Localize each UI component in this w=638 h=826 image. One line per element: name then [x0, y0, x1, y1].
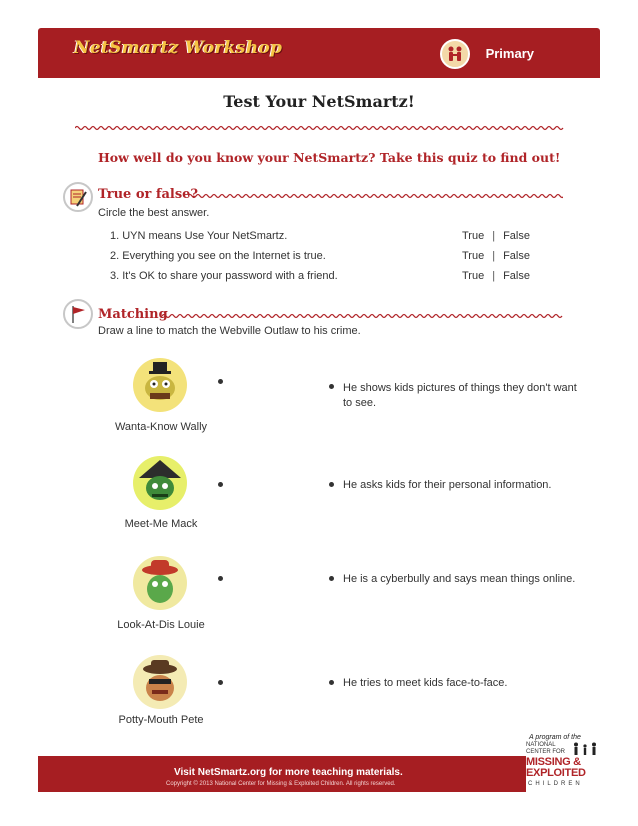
true-option[interactable]: True — [462, 230, 485, 242]
true-false-title: True or false? — [98, 187, 199, 202]
question-2: 2. Everything you see on the Internet is true. — [110, 250, 326, 262]
notebook-pencil-icon — [63, 182, 93, 212]
potty-mouth-pete-portrait — [133, 655, 187, 709]
kids-icon — [440, 39, 470, 69]
true-option[interactable]: True — [462, 270, 485, 282]
matching-title: Matching — [98, 307, 168, 322]
false-option[interactable]: False — [503, 250, 530, 262]
visit-netsmartz-link[interactable]: Visit NetSmartz.org for more teaching materials. — [174, 767, 403, 778]
program-of-label: A program of the — [529, 734, 581, 741]
question-1: 1. UYN means Use Your NetSmartz. — [110, 230, 288, 242]
netsmartz-workshop-logo: NetSmartz Workshop — [74, 38, 283, 58]
crime-description: He shows kids pictures of things they don't want to see. — [343, 382, 577, 409]
character-match-dot[interactable] — [218, 379, 223, 384]
crime-match-dot[interactable] — [329, 576, 334, 581]
ncmec-logo-children-text: CHILDREN — [528, 781, 583, 787]
crime-match-dot[interactable] — [329, 482, 334, 487]
grade-label: Primary — [485, 46, 534, 61]
crime-match-dot[interactable] — [329, 680, 334, 685]
false-option[interactable]: False — [503, 230, 530, 242]
title-squiggle-divider — [75, 124, 565, 132]
true-option[interactable]: True — [462, 250, 485, 262]
answer-options-1: True | False — [462, 230, 530, 242]
false-option[interactable]: False — [503, 270, 530, 282]
header-banner — [38, 28, 600, 78]
crime-description: He is a cyberbully and says mean things online. — [343, 573, 576, 585]
matching-instructions: Draw a line to match the Webville Outlaw to his crime. — [98, 325, 361, 337]
matching-squiggle-divider — [162, 312, 563, 320]
character-name: Meet-Me Mack — [124, 518, 198, 530]
ncmec-logo — [526, 742, 600, 794]
flag-icon — [63, 299, 93, 329]
family-silhouette-icon — [572, 742, 600, 756]
true-false-instructions: Circle the best answer. — [98, 207, 210, 219]
crime-description: He tries to meet kids face-to-face. — [343, 677, 508, 689]
character-match-dot[interactable] — [218, 482, 223, 487]
crime-match-dot[interactable] — [329, 384, 334, 389]
look-at-dis-louie-portrait — [133, 556, 187, 610]
question-3: 3. It's OK to share your password with a friend. — [110, 270, 338, 282]
true-false-squiggle-divider — [188, 192, 563, 200]
character-match-dot[interactable] — [218, 576, 223, 581]
character-name: Wanta-Know Wally — [114, 421, 208, 433]
copyright-text: Copyright © 2013 National Center for Missing & Exploited Children. All rights reserved. — [166, 781, 396, 787]
ncmec-logo-bold-text: MISSING & EXPLOITED — [526, 756, 586, 779]
intro-text: How well do you know your NetSmartz? Take this quiz to find out! — [98, 150, 561, 165]
character-name: Potty-Mouth Pete — [118, 714, 204, 726]
character-name: Look-At-Dis Louie — [117, 619, 205, 631]
answer-options-2: True | False — [462, 250, 530, 262]
answer-options-3: True | False — [462, 270, 530, 282]
wanta-know-wally-portrait — [133, 358, 187, 412]
crime-description: He asks kids for their personal information. — [343, 479, 552, 491]
page-title: Test Your NetSmartz! — [223, 92, 415, 111]
ncmec-logo-small-text: NATIONAL CENTER FOR — [526, 742, 565, 755]
character-match-dot[interactable] — [218, 680, 223, 685]
meet-me-mack-portrait — [133, 456, 187, 510]
